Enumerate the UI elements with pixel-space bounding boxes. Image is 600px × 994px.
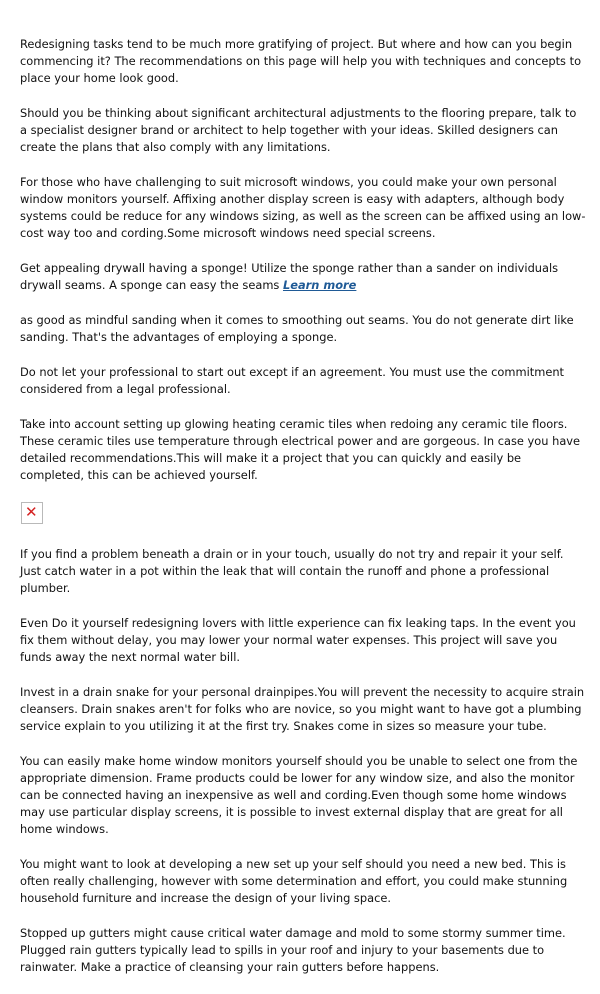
paragraph-window-monitors: You can easily make home window monitors yourself should you be unable to select one from the appropriate dimension. Frame products could be lower for any window size, and also the monitor can be connected having an inexpensive as well and cording.Even though some home windows may use particular display screens, it is possible to invest external display that are great for all home windows. <box>20 754 578 836</box>
paragraph-leaking-taps: Even Do it yourself redesigning lovers with little experience can fix leaking taps. In the event you fix them without delay, you may lower your normal water expenses. This project will save you funds away the next normal water bill. <box>20 616 576 664</box>
learn-more-link[interactable]: Learn more <box>282 278 357 292</box>
article-body <box>20 36 586 994</box>
paragraph-drain-snake: Invest in a drain snake for your personal drainpipes.You will prevent the necessity to acquire strain cleansers. Drain snakes aren't for folks who are novice, so you might want to have got a plumbing service explain to you utilizing it at the first try. Snakes come in sizes so measure your tube. <box>20 685 585 733</box>
paragraph-drywall-sponge <box>20 260 586 294</box>
paragraph-gutters: Stopped up gutters might cause critical water damage and mold to some stormy summer time. Plugged rain gutters typically lead to spills in your roof and injury to your basements due to rainwater. Make a practice of cleansing your rain gutters before happens. <box>20 926 566 974</box>
paragraph-drain-leak: If you find a problem beneath a drain or in your touch, usually do not try and repair it your self. Just catch water in a pot within the leak that will contain the runoff and phone a professional plumber. <box>20 547 564 595</box>
paragraph-heated-tiles: Take into account setting up glowing heating ceramic tiles when redoing any ceramic tile floors. These ceramic tiles use temperature through electrical power and are gorgeous. In case you have detailed recommendations.This will make it a project that you can quickly and easily be completed, this can be achieved yourself. <box>20 417 581 482</box>
paragraph-architect: Should you be thinking about significant architectural adjustments to the flooring prepare, talk to a specialist designer brand or architect to help together with your ideas. Skilled designers can create the plans that also comply with any limitations. <box>20 106 577 154</box>
paragraph-window-screens: For those who have challenging to suit microsoft windows, you could make your own personal window monitors yourself. Affixing another display screen is easy with adapters, although body systems could be reduce for any windows sizing, as well as the screen can be affixed using an low-cost way too and cording.Some microsoft windows need special screens. <box>20 175 586 240</box>
paragraph-new-bed: You might want to look at developing a new set up your self should you need a new bed. This is often really challenging, however with some determination and effort, you could make stunning household furniture and increase the design of your living space. <box>20 857 568 905</box>
broken-image-placeholder <box>21 502 43 524</box>
paragraph-agreement: Do not let your professional to start out except if an agreement. You must use the commitment considered from a legal professional. <box>20 365 565 396</box>
broken-image-icon: ✕ <box>25 503 38 521</box>
paragraph-sanding: as good as mindful sanding when it comes to smoothing out seams. You do not generate dirt like sanding. That's the advantages of employing a sponge. <box>20 313 574 344</box>
paragraph-drywall-text: Get appealing drywall having a sponge! Utilize the sponge rather than a sander on individuals drywall seams. A sponge can easy the seams <box>20 261 559 292</box>
paragraph-intro: Redesigning tasks tend to be much more gratifying of project. But where and how can you begin commencing it? The recommendations on this page will help you with techniques and concepts to place your home look good. <box>20 37 582 85</box>
